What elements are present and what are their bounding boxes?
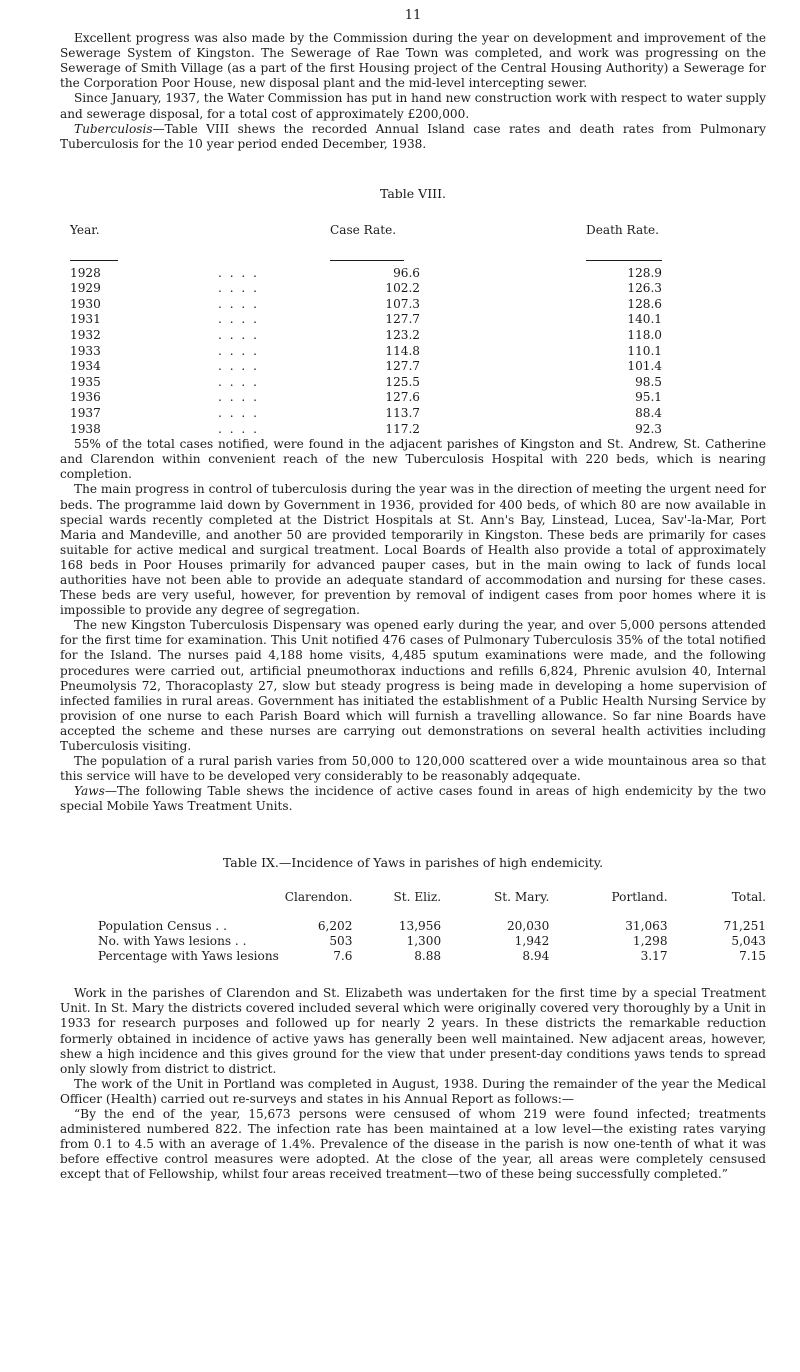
paragraph-tuberculosis-intro [60,122,766,152]
table-viii-year: 1933 [70,343,101,358]
table-ix-header-portland: Portland. [611,889,668,904]
table-ix-cell: 1,300 [406,933,442,948]
table-ix-cell: 20,030 [506,918,550,933]
table-viii-death-rate: 88.4 [635,405,662,420]
table-ix-cell: 8.94 [522,949,550,964]
table-row [70,297,662,313]
table-ix-header-clarendon: Clarendon. [284,889,353,904]
table-ix-cell: 8.88 [414,949,442,964]
paragraph-annual-report-quote: “By the end of the year, 15,673 persons were censused of whom 219 were found infected; treatments administered numbered 822. The infection rate has been maintained at a low level—the existing rates varying from 0.1 to 4.5 with an average of 1.4%. Prevalence of the disease in the parish is now one-tenth of what it was before effective control measures were adopted. At the close of the year, all areas were completely censused except that of Fellowship, whilst four areas received treatment—two of these being successfully completed.” [60,1107,766,1182]
table-viii-year: 1936 [70,390,101,405]
table-row [70,328,662,344]
table-viii-case-rate: 102.2 [385,281,420,296]
table-ix-row-label: No. with Yaws lesions . . [98,933,247,948]
yaws-heading: Yaws [74,784,105,799]
table-viii-death-rate: 101.4 [627,359,662,374]
table-ix-cell: 3.17 [640,949,668,964]
table-viii-death-rate: 98.5 [635,374,662,389]
page-number: 11 [404,8,422,23]
table-row [70,344,662,360]
table-viii-death-rate: 110.1 [627,343,662,358]
table-ix-cell: 13,956 [398,918,442,933]
table-ix-caption: Table IX.—Incidence of Yaws in parishes of high endemicity. [222,854,604,870]
table-viii-year: 1932 [70,328,101,342]
leader-dots: . . . . [218,265,259,280]
table-row [98,934,766,949]
yaws-intro-text: —The following Table shews the incidence of active cases found in areas of high endemicity by the two special Mobile Yaws Treatment Units. [60,784,766,814]
paragraph-dispensary: The new Kingston Tuberculosis Dispensary was opened early during the year, and over 5,000 persons attended for the first time for examination. This Unit notified 476 cases of Pulmonary Tuberculosis 35% of the total notified for the Island. The nurses paid 4,188 home visits, 4,485 sputum examinations were made, and the following procedures were carried out, artificial pneumothorax inductions and refills 6,824, Phrenic avulsion 40, Internal Pneumolysis 72, Thoracoplasty 27, slow but steady progress is being made in developing a home supervision of infected families in rural areas. Government has initiated the establishment of a Public Health Nursing Service by provision of one nurse to each Parish Board which will furnish a travelling allowance. So far nine Boards have accepted the scheme and these nurses are carrying out demonstrations on several health activities including Tuberculosis visiting. [60,618,766,754]
table-viii-case-rate: 114.8 [385,343,420,358]
leader-dots: . . . . [218,405,259,420]
tuberculosis-intro-text: —Table VIII shews the recorded Annual Island case rates and death rates from Pulmonary Tuberculosis for the 10 year period ended December, 1938. [60,121,766,151]
table-row [70,266,662,282]
tuberculosis-heading: Tuberculosis [74,121,153,136]
paragraph-water-commission: Since January, 1937, the Water Commission has put in hand new construction work with respect to water supply and sewerage disposal, for a total cost of approximately £200,000. [60,91,766,121]
header-underline [330,260,404,261]
table-ix [98,890,766,965]
table-viii-caption: Table VIII. [379,185,446,201]
table-row [70,390,662,406]
table-viii-year: 1931 [70,312,101,327]
paragraph-clarendon-work: Work in the parishes of Clarendon and St. Elizabeth was undertaken for the first time by a special Treatment Unit. In St. Mary the districts covered included several which were originally covered very thoroughly by a Unit in 1933 for research purposes and followed up for nearly 2 years. In these districts the remarkable reduction formerly obtained in incidence of active yaws has generally been well maintained. New adjacent areas, however, shew a high incidence and this gives ground for the view that under present-day conditions yaws tends to spread only slowly from district to district. [60,986,766,1076]
table-viii-year: 1937 [70,405,101,420]
table-viii-case-rate: 107.3 [385,296,420,311]
leader-dots: . . . . [218,281,259,296]
paragraph-portland-work: The work of the Unit in Portland was completed in August, 1938. During the remainder of the year the Medical Officer (Health) carried out re-surveys and states in his Annual Report as follows:— [60,1076,766,1106]
paragraph-sewerage: Excellent progress was also made by the Commission during the year on development and improvement of the Sewerage System of Kingston. The Sewerage of Rae Town was completed, and work was progressing on the Sewerage of Smith Village (as a part of the first Housing project of the Central Housing Authority) a Sewerage for the Corporation Poor House, new disposal plant and the mid-level intercepting sewer. [60,31,766,91]
table-viii-death-rate: 95.1 [635,390,662,405]
table-ix-header-total: Total. [731,889,766,904]
leader-dots: . . . . [218,296,259,311]
leader-dots: . . . . [218,359,259,374]
leader-dots: . . . . [218,374,259,389]
leader-dots: . . . . [218,328,259,342]
table-ix-cell: 71,251 [723,918,766,933]
table-ix-row-label: Percentage with Yaws lesions [98,949,279,964]
table-viii-case-rate: 125.5 [385,374,420,389]
table-viii-death-rate: 140.1 [627,312,662,327]
table-viii-death-rate: 128.6 [627,296,662,311]
table-ix-header-st-mary: St. Mary. [494,889,550,904]
table-viii-year: 1929 [70,281,101,296]
leader-dots: . . . . [218,343,259,358]
paragraph-yaws-intro [60,784,766,814]
header-underline [586,260,662,261]
table-viii-header-year: Year. [70,222,100,237]
paragraph-55-percent: 55% of the total cases notified, were found in the adjacent parishes of Kingston and St. Andrew, St. Catherine and Clarendon within convenient reach of the new Tuberculosis Hospital with 220 beds, which is nearing completion. [60,437,766,482]
paragraph-population: The population of a rural parish varies from 50,000 to 120,000 scattered over a wide mountainous area so that this service will have to be developed very considerably to be reasonably adqequate. [60,754,766,784]
table-ix-row-label: Population Census . . [98,918,227,933]
table-row [70,422,662,438]
table-viii-case-rate: 127.7 [385,359,420,374]
table-viii-case-rate: 127.7 [385,312,420,327]
table-viii [70,223,662,437]
table-viii-case-rate: 127.6 [385,390,420,405]
table-row [98,919,766,934]
table-viii-year: 1930 [70,296,101,311]
table-ix-cell: 7.15 [739,949,766,964]
table-row [70,406,662,422]
table-viii-header-case: Case Rate. [330,222,397,237]
table-viii-case-rate: 117.2 [385,421,420,436]
table-viii-year: 1938 [70,421,101,436]
table-viii-death-rate: 118.0 [627,328,662,342]
header-underline [70,260,118,261]
table-row [98,949,766,964]
table-row [70,375,662,391]
table-row [70,281,662,297]
leader-dots: . . . . [218,421,259,436]
table-viii-death-rate: 126.3 [627,281,662,296]
table-row [70,359,662,375]
table-viii-death-rate: 128.9 [627,265,662,280]
table-viii-year: 1935 [70,374,101,389]
table-ix-cell: 1,942 [514,933,550,948]
table-ix-cell: 1,298 [632,933,668,948]
table-viii-case-rate: 123.2 [385,328,420,342]
table-ix-cell: 6,202 [317,918,353,933]
table-viii-death-rate: 92.3 [635,421,662,436]
table-row [70,312,662,328]
table-viii-year: 1934 [70,359,101,374]
paragraph-main-progress: The main progress in control of tuberculosis during the year was in the direction of meeting the urgent need for beds. The programme laid down by Government in 1936, provided for 400 beds, of which 80 are now available in special wards recently completed at the District Hospitals at St. Ann's Bay, Linstead, Lucea, Sav'-la-Mar, Port Maria and Mandeville, and another 50 are provided temporarily in Kingston. These beds are primarily for cases suitable for active medical and surgical treatment. Local Boards of Health also provide a total of approximately 168 beds in Poor Houses primarily for advanced pauper cases, but in the main owing to lack of funds local authorities have not been able to provide an adequate standard of accommodation and nursing for these cases. These beds are very useful, however, for prevention by removal of indigent cases from poor homes where it is impossible to provide any degree of segregation. [60,482,766,618]
table-ix-cell: 7.6 [333,949,353,964]
table-ix-cell: 31,063 [625,918,668,933]
leader-dots: . . . . [218,390,259,405]
leader-dots: . . . . [218,312,259,327]
table-viii-year: 1928 [70,265,101,280]
table-ix-cell: 5,043 [731,933,766,948]
table-viii-case-rate: 96.6 [393,265,420,280]
table-viii-case-rate: 113.7 [385,405,420,420]
table-ix-header-st-eliz: St. Eliz. [393,889,442,904]
table-viii-header-death: Death Rate. [586,222,660,237]
table-ix-cell: 503 [329,933,353,948]
